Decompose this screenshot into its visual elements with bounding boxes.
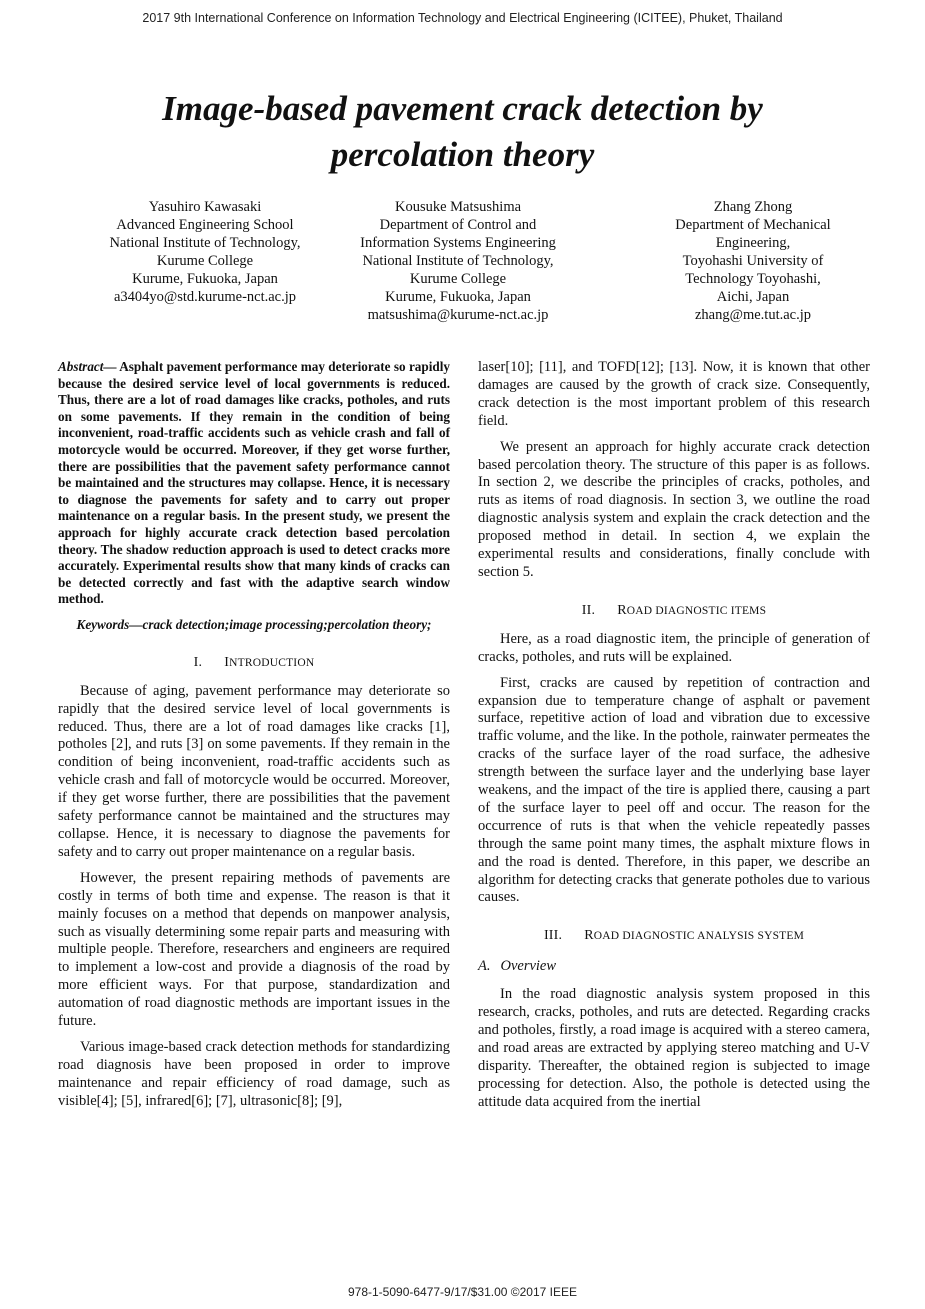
author-affiliation-line: Technology Toyohashi, xyxy=(685,271,821,287)
section-first-letter: R xyxy=(584,928,594,944)
title-line-1: Image-based pavement crack detection by xyxy=(162,89,763,128)
section-heading-road-diagnostic-items xyxy=(478,602,870,621)
author-affiliation-line: Kurume College xyxy=(156,253,254,269)
section-title-rest: NTRODUCTION xyxy=(229,656,315,669)
abstract-text: Asphalt pavement performance may deteriorate so rapidly because the desired service level of local governments is reduced. Thus, there are a lot of road damages like cracks, potholes, and ruts on some pavements. If they remain in the condition of being inconvenient, road-traffic accidents such as vehicle crash and fall of motorcycle would be occurred. Moreover, if they get worse further, there are possibilities that the pavement safety performance cannot be maintained and the structures may collapse. Hence, it is necessary to diagnose the pavements for safety and to carry out proper maintenance on a regular basis. In the present study, we present the approach for highly accurate crack detection based percolation theory. The shadow reduction approach is used to detect cracks more accurately. Experimental results show that many kinds of cracks can be detected correctly and fast with the adaptive search window method. xyxy=(58,359,450,607)
paragraph: Because of aging, pavement performance may deteriorate so rapidly that the desired service level of local governments is reduced. Thus, there are a lot of road damages like cracks [1], potholes [2], and ruts [3] on some pavements. If they remain in the condition of being inconvenient, road-traffic accidents such as vehicle crash and fall of motorcycle would be occurred. Moreover, if they get worse further, there are possibilities that the pavement safety performance cannot be maintained and the structures may collapse. Hence, it is necessary to diagnose the pavements for safety and to carry out proper maintenance on a regular basis. xyxy=(58,682,450,860)
paragraph: We present an approach for highly accurate crack detection based percolation theory. The structure of this paper is as follows. In section 2, we describe the principles of cracks, potholes, and ruts as items of road diagnosis. In section 3, we outline the road diagnostic analysis system and explain the crack detection and the proposed method in detail. In section 4, we explain the experimental results and considerations, finally conclude with section 5. xyxy=(478,438,870,580)
author-email: zhang@me.tut.ac.jp xyxy=(694,307,812,323)
section-title-rest: OAD DIAGNOSTIC ITEMS xyxy=(626,604,767,617)
subsection-number: A. xyxy=(478,958,491,975)
copyright-footer: 978-1-5090-6477-9/17/$31.00 ©2017 IEEE xyxy=(347,1285,577,1299)
section-number: I. xyxy=(193,654,203,670)
section-heading-road-diagnostic-analysis-system xyxy=(478,927,870,946)
section-title-rest: OAD DIAGNOSTIC ANALYSIS SYSTEM xyxy=(593,930,805,943)
author-affiliation-line: Advanced Engineering School xyxy=(116,217,294,233)
author-1 xyxy=(60,198,350,306)
author-3 xyxy=(608,198,898,324)
paragraph: However, the present repairing methods of pavements are costly in terms of both time and expense. The reason is that it mainly focuses on a method that depends on manpower analysis, such as visually determining some repair parts and measuring with multiple people. Therefore, researchers and engineers are required to implement a low-cost and provide a diagnosis of the road by more efficient ways. For that purpose, standardization and automation of road diagnostic methods are important issues in the future. xyxy=(58,869,450,1030)
keywords: Keywords—crack detection;image processing;percolation theory; xyxy=(76,616,432,632)
conference-header: 2017 9th International Conference on Information Technology and Electrical Engineering (ICITEE), Phuket, Thailand xyxy=(142,11,783,25)
author-affiliation-line: Toyohashi University of xyxy=(682,253,824,269)
abstract xyxy=(58,359,450,608)
paragraph: Various image-based crack detection methods for standardizing road diagnosis have been proposed in order to improve maintenance and repair efficiency of road damage, such as visible[4]; [5], infrared[6]; [7], ultrasonic[8]; [9], xyxy=(58,1038,450,1109)
author-affiliation-line: Kurume, Fukuoka, Japan xyxy=(132,271,278,287)
paragraph: Here, as a road diagnostic item, the principle of generation of cracks, potholes, and ruts will be explained. xyxy=(478,630,870,665)
section-first-letter: R xyxy=(617,602,627,618)
author-affiliation-line: Engineering, xyxy=(715,235,791,251)
section-first-letter: I xyxy=(224,654,230,670)
author-affiliation-line: Kurume, Fukuoka, Japan xyxy=(385,289,531,305)
author-affiliation-line: Aichi, Japan xyxy=(716,289,790,305)
subsection-heading-overview xyxy=(478,958,870,976)
author-email: a3404yo@std.kurume-nct.ac.jp xyxy=(113,289,297,305)
section-heading-introduction xyxy=(58,654,450,673)
subsection-title: Overview xyxy=(500,958,557,975)
paragraph: First, cracks are caused by repetition of contraction and expansion due to temperature change of asphalt or pavement surface, repetitive action of load and vibration due to excessive traffic volume, and the like. In the pothole, rainwater permeates the cracks of the surface layer of the road surface, the adhesive strength between the surface layer and the underlying base layer weakens, and the impact of the tire is applied there, causing a part of the surface layer to peel off and occur. The reason for the occurrence of ruts is that when the vehicle repeatedly passes through the same point many times, the asphalt mixture flows in and the road is dented. Therefore, in this paper, we describe an algorithm for detecting cracks that generate potholes due to various causes. xyxy=(478,674,870,906)
author-2 xyxy=(313,198,603,324)
author-email: matsushima@kurume-nct.ac.jp xyxy=(367,307,549,323)
title-line-2: percolation theory xyxy=(330,135,595,174)
paper-title xyxy=(60,86,865,178)
paragraph: In the road diagnostic analysis system proposed in this research, cracks, potholes, and ruts are detected. Regarding cracks and potholes, firstly, a road image is acquired with a stereo camera, and road areas are extracted by applying stereo matching and U-V disparity. Thereafter, the obtained region is subjected to image processing for detection. Also, the pothole is detected using the attitude data acquired from the inertial xyxy=(478,986,870,1110)
section-number: III. xyxy=(543,928,563,944)
author-affiliation-line: Information Systems Engineering xyxy=(360,235,556,251)
author-affiliation-line: National Institute of Technology, xyxy=(362,253,554,269)
author-name: Zhang Zhong xyxy=(713,199,793,215)
author-affiliation-line: Department of Control and xyxy=(379,217,537,233)
paragraph: laser[10]; [11], and TOFD[12]; [13]. Now, it is known that other damages are caused by the growth of crack size. Consequently, crack detection is the most important problem of this research field. xyxy=(478,359,870,429)
right-column xyxy=(478,359,870,1120)
author-name: Kousuke Matsushima xyxy=(394,199,522,215)
author-affiliation-line: Kurume College xyxy=(409,271,507,287)
author-name: Yasuhiro Kawasaki xyxy=(148,199,262,215)
abstract-lead: Abstract— xyxy=(58,359,117,374)
author-affiliation-line: Department of Mechanical xyxy=(675,217,831,233)
section-number: II. xyxy=(581,602,596,618)
author-affiliation-line: National Institute of Technology, xyxy=(109,235,301,251)
left-column xyxy=(58,359,450,1119)
